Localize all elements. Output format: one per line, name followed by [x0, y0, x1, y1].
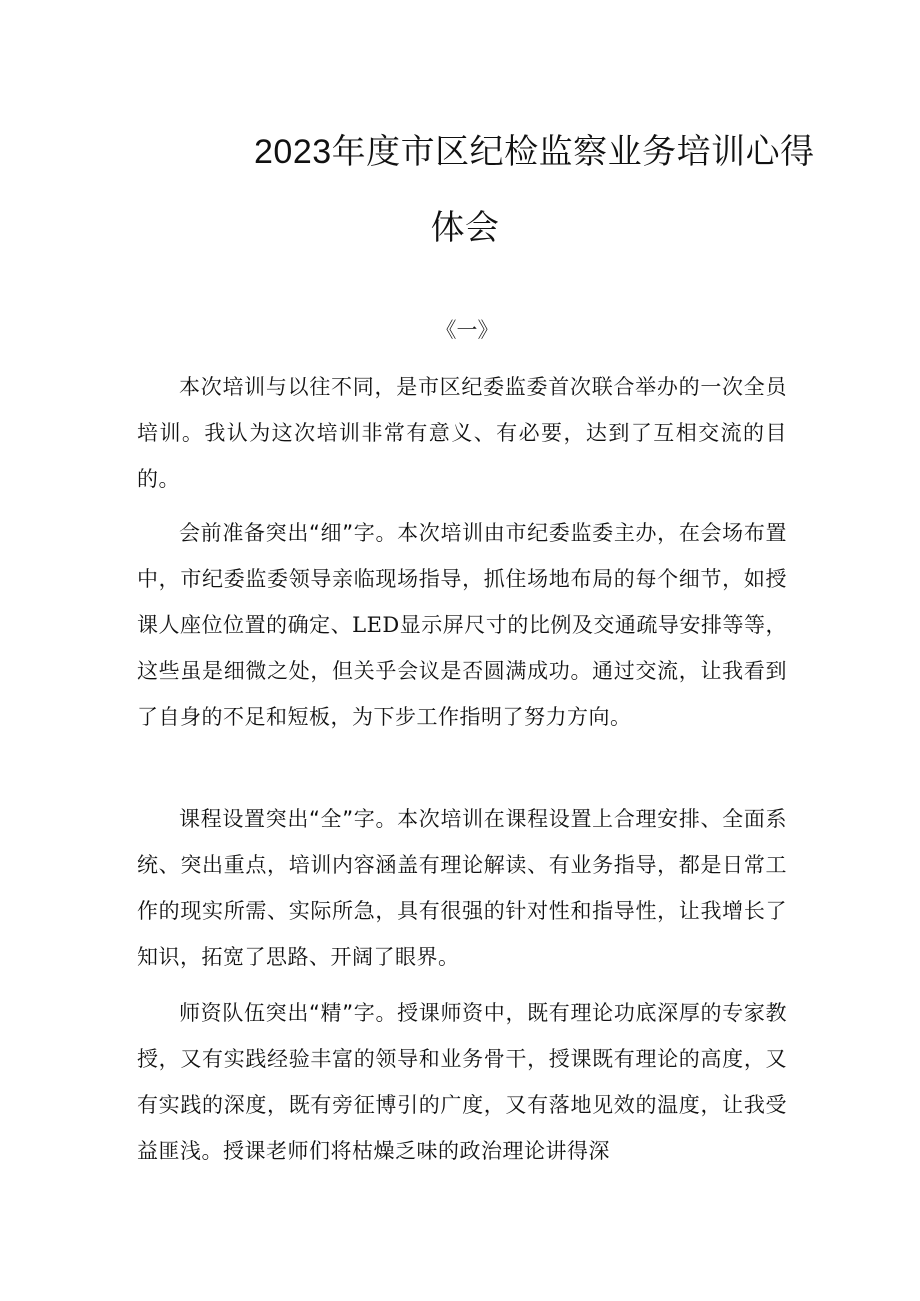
- paragraph-4-text: 授课师资中，既有理论功底深厚的专家教授，又有实践经验丰富的领导和业务骨干，授课既有理论的高度，又有实践的深度，既有旁征博引的广度，又有落地见效的温度，让我受益匪浅。授课老师们将枯燥乏味的政治理论讲得深: [137, 1001, 787, 1163]
- paragraph-3-heading: 课程设置突出“全”字。: [179, 807, 398, 831]
- paragraph-4: [137, 990, 787, 1174]
- paragraph-2-text: 本次培训由市纪委监委主办，在会场布置中，市纪委监委领导亲临现场指导，抓住场地布局的每个细节，如授课人座位位置的确定、LED显示屏尺寸的比例及交通疏导安排等等，这些虽是细微之处，但关乎会议是否圆满成功。通过交流，让我看到了自身的不足和短板，为下步工作指明了努力方向。: [137, 521, 787, 729]
- paragraph-3: [137, 796, 787, 980]
- document-title-line-2: 体会: [430, 209, 500, 247]
- paragraph-2-heading: 会前准备突出“细”字。: [179, 521, 398, 545]
- section-number: 《一》: [435, 318, 499, 342]
- paragraph-4-heading: 师资队伍突出“精”字。: [179, 1001, 398, 1025]
- paragraph-3-text: 本次培训在课程设置上合理安排、全面系统、突出重点，培训内容涵盖有理论解读、有业务指导，都是日常工作的现实所需、实际所急，具有很强的针对性和指导性，让我增长了知识，拓宽了思路、开阔了眼界。: [137, 807, 787, 969]
- paragraph-1-text: 本次培训与以往不同，是市区纪委监委首次联合举办的一次全员培训。我认为这次培训非常有意义、有必要，达到了互相交流的目的。: [137, 375, 787, 491]
- paragraph-2: [137, 510, 787, 740]
- paragraph-1: [137, 364, 787, 502]
- document-title-line-1: 2023年度市区纪检监察业务培训心得: [254, 133, 815, 171]
